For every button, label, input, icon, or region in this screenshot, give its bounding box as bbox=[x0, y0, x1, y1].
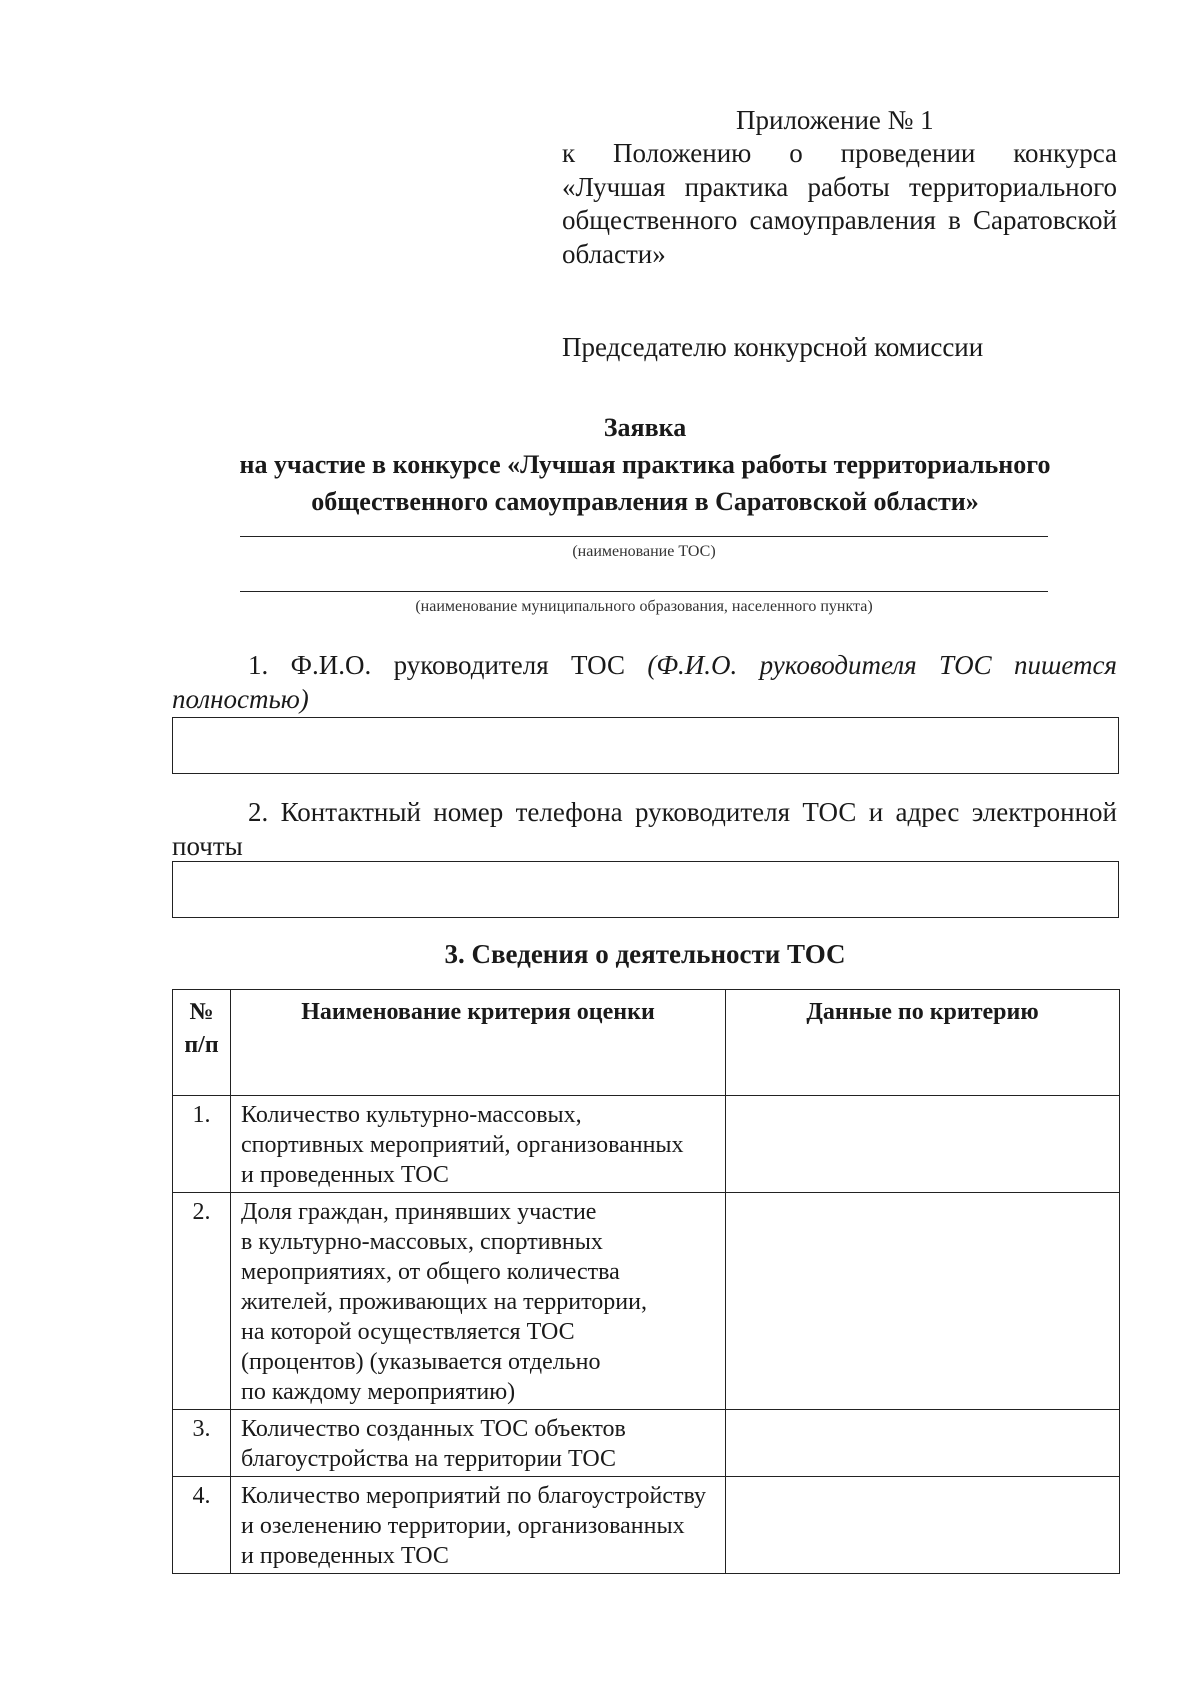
item2-line: почты bbox=[172, 831, 243, 861]
tos-name-field[interactable] bbox=[240, 536, 1048, 537]
criterion-line: Количество созданных ТОС объектов bbox=[241, 1416, 626, 1442]
appendix-line: области» bbox=[562, 238, 666, 269]
table-row bbox=[173, 1410, 1120, 1477]
header-num bbox=[173, 990, 231, 1096]
row-num: 2. bbox=[173, 1193, 231, 1410]
row-data-cell[interactable] bbox=[726, 1410, 1120, 1477]
criterion-line: и озеленению территории, организованных bbox=[241, 1513, 685, 1539]
row-data-cell[interactable] bbox=[726, 1096, 1120, 1193]
appendix-line: общественного самоуправления в Саратовской bbox=[562, 205, 1117, 235]
tos-name-caption: (наименование ТОС) bbox=[572, 543, 716, 560]
criterion-line: Количество культурно-массовых, bbox=[241, 1102, 582, 1128]
addressee: Председателю конкурсной комиссии bbox=[562, 332, 984, 362]
criterion-line: на которой осуществляется ТОС bbox=[241, 1319, 575, 1345]
heading-title: Заявка bbox=[603, 413, 687, 442]
row-criterion bbox=[231, 1477, 726, 1574]
table-header-row bbox=[173, 990, 1120, 1096]
criterion-line: спортивных мероприятий, организованных bbox=[241, 1132, 684, 1158]
row-num: 4. bbox=[173, 1477, 231, 1574]
section3-title: 3. Сведения о деятельности ТОС bbox=[444, 939, 846, 969]
criterion-line: жителей, проживающих на территории, bbox=[241, 1289, 647, 1315]
criterion-line: и проведенных ТОС bbox=[241, 1162, 449, 1188]
criterion-line: мероприятиях, от общего количества bbox=[241, 1259, 620, 1285]
item2-label bbox=[172, 795, 1117, 863]
heading-line: общественного самоуправления в Саратовской области» bbox=[311, 487, 979, 516]
criterion-line: Количество мероприятий по благоустройству bbox=[241, 1483, 707, 1509]
item1-hint-continued: полностью) bbox=[172, 684, 309, 714]
item1-text: 1. Ф.И.О. руководителя ТОС bbox=[248, 650, 625, 680]
row-num: 1. bbox=[173, 1096, 231, 1193]
item2-line: 2. Контактный номер телефона руководителя ТОС и адрес электронной bbox=[248, 797, 1117, 827]
criterion-line: Доля граждан, принявших участие bbox=[241, 1199, 597, 1225]
criteria-table bbox=[172, 989, 1120, 1574]
header-num-line: № bbox=[189, 999, 214, 1025]
contact-input[interactable] bbox=[172, 861, 1119, 918]
criterion-line: и проведенных ТОС bbox=[241, 1543, 449, 1569]
heading-line: на участие в конкурсе «Лучшая практика работы территориального bbox=[239, 450, 1051, 479]
appendix-line: к Положению о проведении конкурса bbox=[562, 138, 1117, 168]
criterion-line: (процентов) (указывается отдельно bbox=[241, 1349, 601, 1375]
header-criterion: Наименование критерия оценки bbox=[231, 990, 726, 1096]
criterion-line: в культурно-массовых, спортивных bbox=[241, 1229, 603, 1255]
head-name-input[interactable] bbox=[172, 717, 1119, 774]
row-criterion bbox=[231, 1410, 726, 1477]
item1-label bbox=[172, 648, 1117, 716]
appendix-reference bbox=[562, 137, 1117, 271]
table-row bbox=[173, 1096, 1120, 1193]
application-heading bbox=[160, 409, 1130, 520]
row-criterion bbox=[231, 1193, 726, 1410]
table-row bbox=[173, 1477, 1120, 1574]
header-num-line: п/п bbox=[184, 1032, 219, 1058]
table-row bbox=[173, 1193, 1120, 1410]
criterion-line: благоустройства на территории ТОС bbox=[241, 1446, 616, 1472]
row-data-cell[interactable] bbox=[726, 1477, 1120, 1574]
appendix-line: «Лучшая практика работы территориального bbox=[562, 171, 1117, 202]
criterion-line: по каждому мероприятию) bbox=[241, 1379, 516, 1405]
row-criterion bbox=[231, 1096, 726, 1193]
appendix-title: Приложение № 1 bbox=[736, 105, 934, 135]
row-data-cell[interactable] bbox=[726, 1193, 1120, 1410]
item1-hint: (Ф.И.О. руководителя ТОС пишется bbox=[647, 650, 1117, 680]
municipality-caption: (наименование муниципального образования, населенного пункта) bbox=[415, 598, 873, 615]
row-num: 3. bbox=[173, 1410, 231, 1477]
municipality-field[interactable] bbox=[240, 591, 1048, 592]
header-data: Данные по критерию bbox=[726, 990, 1120, 1096]
